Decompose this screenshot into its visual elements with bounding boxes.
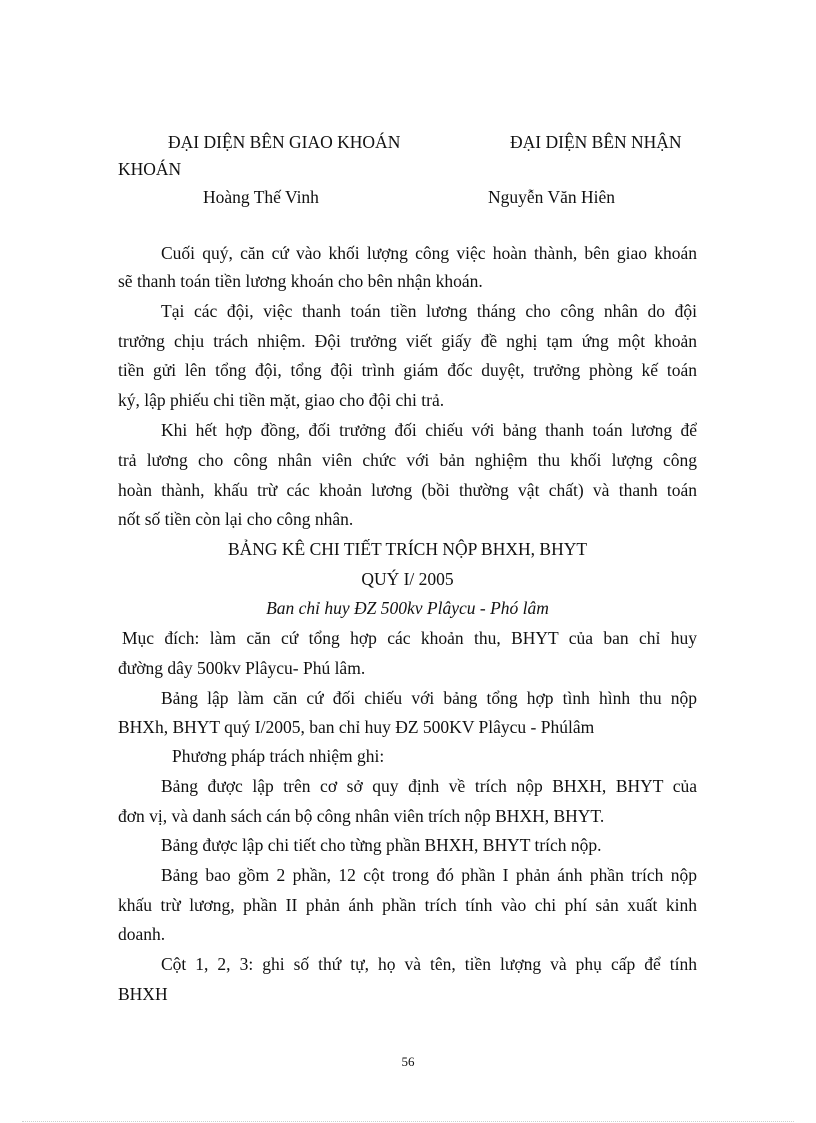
signature-left-name: Hoàng Thế Vinh xyxy=(203,187,319,207)
paragraph-line: Bảng được lập chi tiết cho từng phần BHXH, BHYT trích nộp. xyxy=(161,835,602,855)
paragraph-line: BHXH xyxy=(118,984,168,1004)
paragraph-line: Bảng bao gồm 2 phần, 12 cột trong đó phần I phản ánh phần trích nộp xyxy=(161,865,697,885)
paragraph-line: Tại các đội, việc thanh toán tiền lương tháng cho công nhân do đội xyxy=(161,301,697,321)
paragraph-line: sẽ thanh toán tiền lương khoán cho bên nhận khoán. xyxy=(118,271,483,291)
paragraph-line: doanh. xyxy=(118,924,166,944)
paragraph-line: Cuối quý, căn cứ vào khối lượng công việc hoàn thành, bên giao khoán xyxy=(161,243,697,263)
signature-right-title: ĐẠI DIỆN BÊN NHẬN xyxy=(510,132,682,152)
signature-left-title: ĐẠI DIỆN BÊN GIAO KHOÁN xyxy=(168,132,401,152)
paragraph-line: ký, lập phiếu chi tiền mặt, giao cho đội chi trả. xyxy=(118,390,445,410)
paragraph-line: tiền gửi lên tổng đội, tổng đội trình giám đốc duyệt, trưởng phòng kế toán xyxy=(118,360,697,380)
paragraph-line: hoàn thành, khấu trừ các khoản lương (bồi thường vật chất) và thanh toán xyxy=(118,480,697,500)
page-bottom-rule xyxy=(22,1121,794,1122)
signature-right-name: Nguyễn Văn Hiên xyxy=(488,187,616,207)
table-quarter: QUÝ I/ 2005 xyxy=(361,569,454,589)
paragraph-line: trả lương cho công nhân viên chức với bản nghiệm thu khối lượng công xyxy=(118,450,697,470)
paragraph-line: BHXh, BHYT quý I/2005, ban chỉ huy ĐZ 500KV Plâycu - Phúlâm xyxy=(118,717,595,737)
paragraph-line: nốt số tiền còn lại cho công nhân. xyxy=(118,509,354,529)
paragraph-line: Bảng lập làm căn cứ đối chiếu với bảng tổng hợp tình hình thu nộp xyxy=(161,688,697,708)
paragraph-line: đường dây 500kv Plâycu- Phú lâm. xyxy=(118,658,366,678)
page-number: 56 xyxy=(401,1054,415,1069)
paragraph-line: Bảng được lập trên cơ sở quy định về trích nộp BHXH, BHYT của xyxy=(161,776,697,796)
paragraph-line: Khi hết hợp đồng, đối trưởng đối chiếu với bảng thanh toán lương để xyxy=(161,420,697,440)
paragraph-line: Cột 1, 2, 3: ghi số thứ tự, họ và tên, tiền lượng và phụ cấp để tính xyxy=(161,954,697,974)
table-unit: Ban chỉ huy ĐZ 500kv Plâycu - Phó lâm xyxy=(266,598,549,618)
method-heading: Phương pháp trách nhiệm ghi: xyxy=(172,746,385,766)
paragraph-line: khấu trừ lương, phần II phản ánh phần trích tính vào chi phí sản xuất kinh xyxy=(118,895,697,915)
paragraph-line: đơn vị, và danh sách cán bộ công nhân viên trích nộp BHXH, BHYT. xyxy=(118,806,605,826)
paragraph-line: trưởng chịu trách nhiệm. Đội trưởng viết giấy đề nghị tạm ứng một khoản xyxy=(118,331,697,351)
paragraph-line: Mục đích: làm căn cứ tổng hợp các khoản thu, BHYT của ban chỉ huy xyxy=(122,628,697,648)
table-title: BẢNG KÊ CHI TIẾT TRÍCH NỘP BHXH, BHYT xyxy=(227,539,588,559)
signature-right-title-cont: KHOÁN xyxy=(118,159,182,179)
